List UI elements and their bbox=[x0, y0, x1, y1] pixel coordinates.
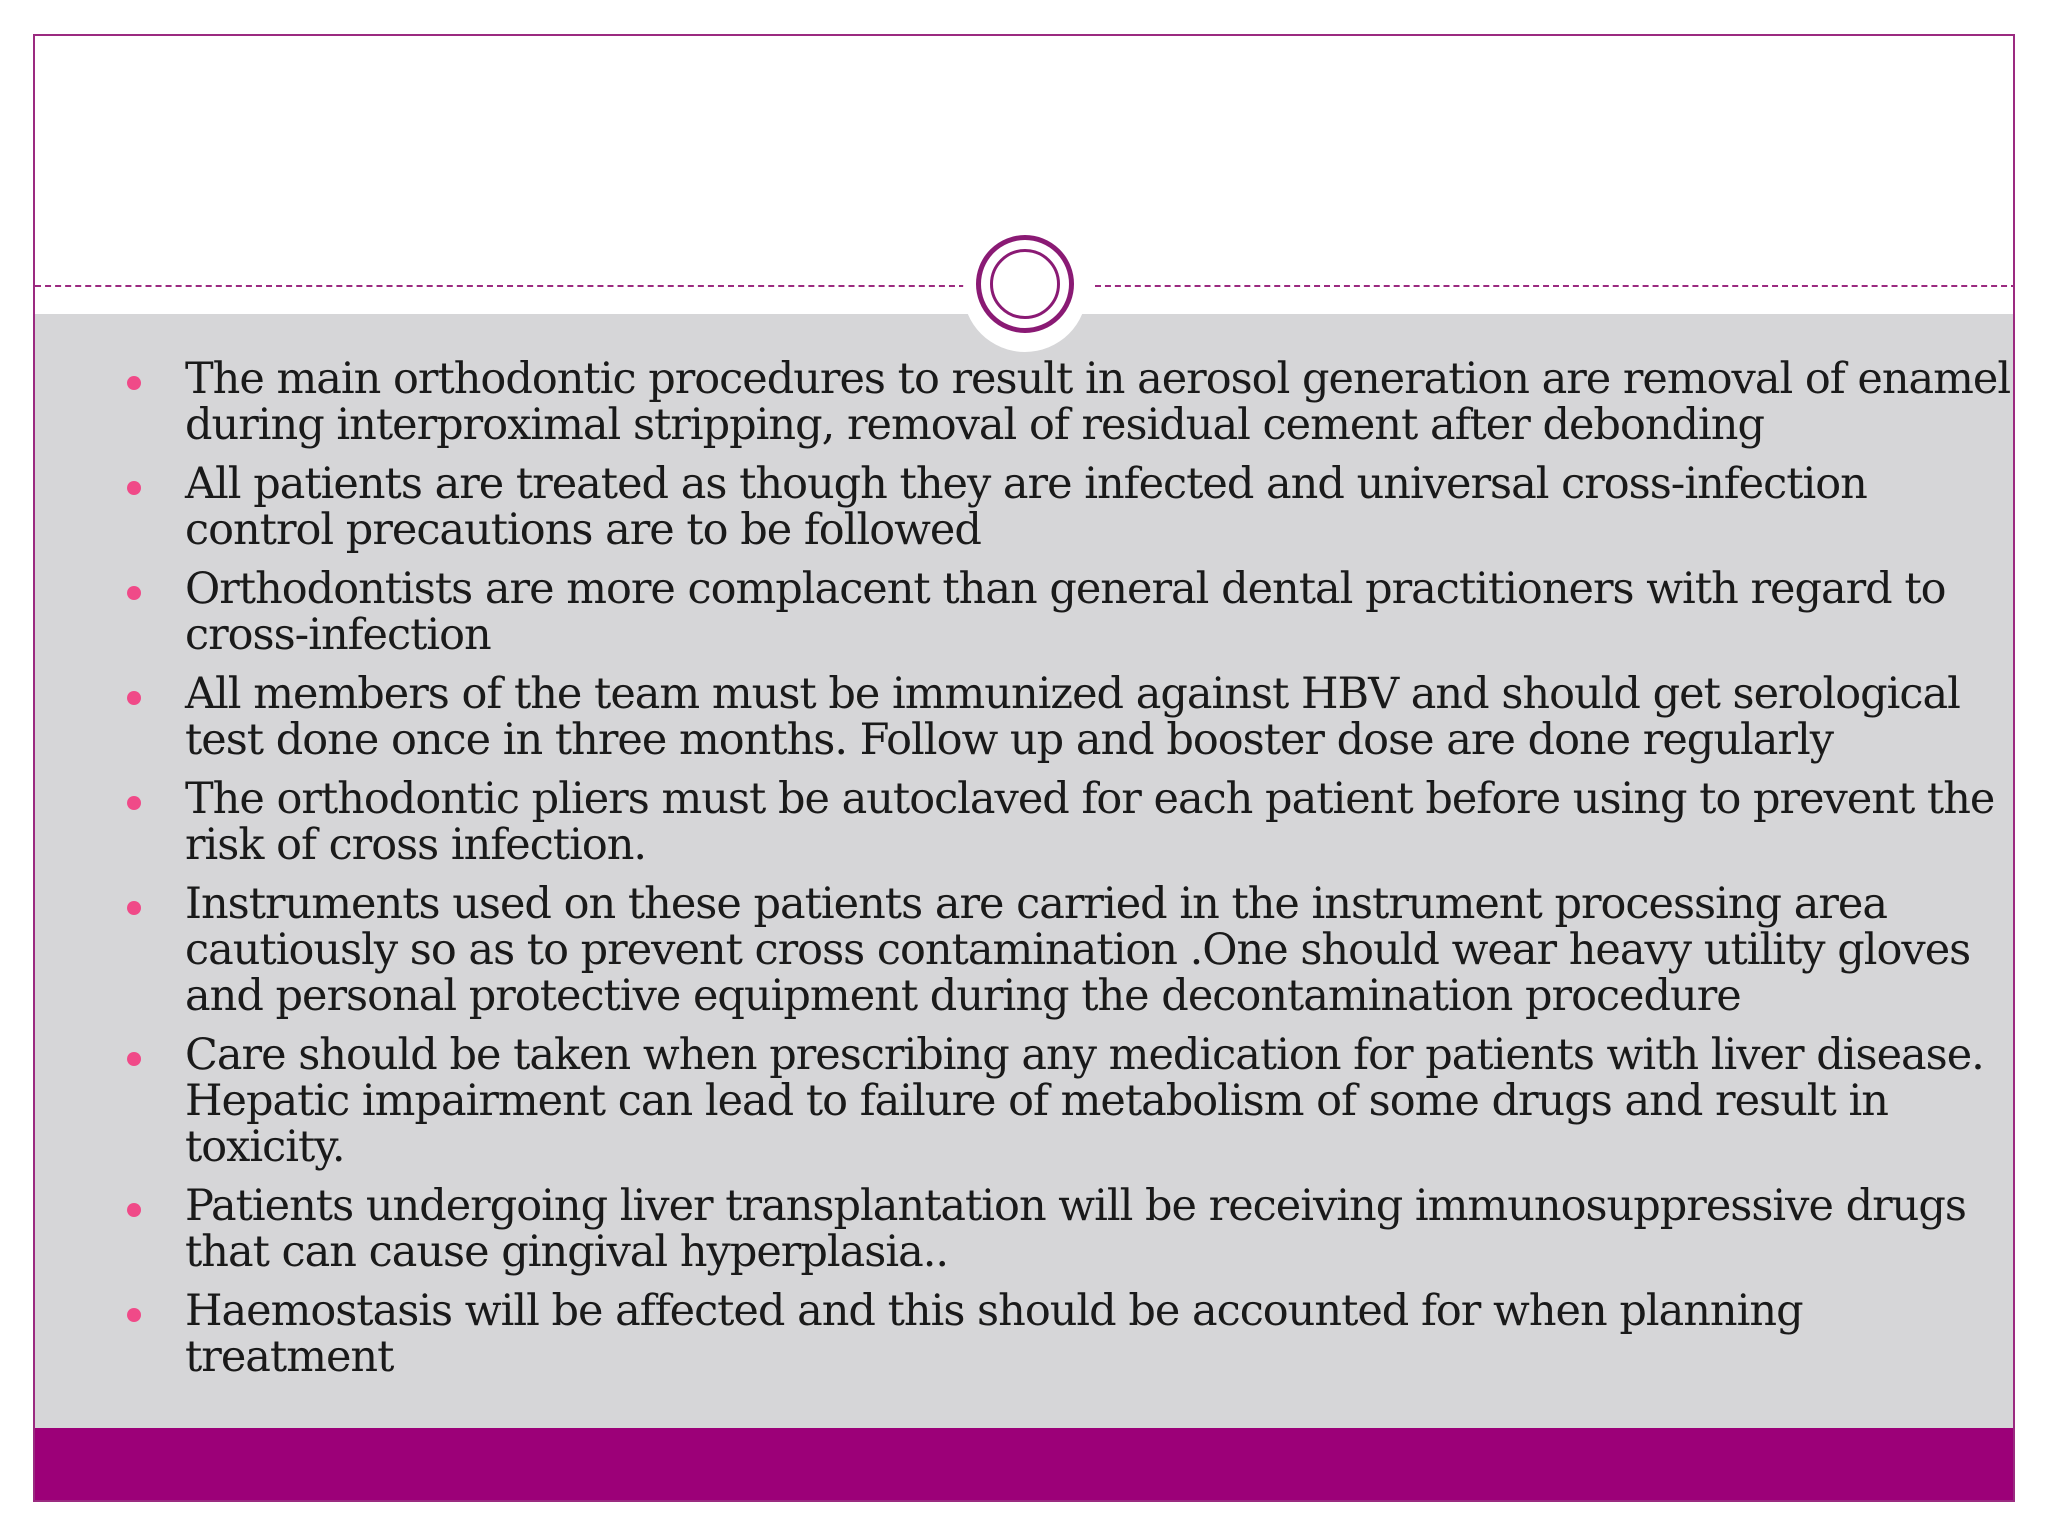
bullet-dot-icon bbox=[127, 586, 141, 600]
bullet-text: Patients undergoing liver transplantation will be receiving immunosuppressive drugs that can cause gingival hyperplasia.. bbox=[185, 1181, 1966, 1277]
list-item bbox=[83, 1032, 2013, 1170]
bullet-text: The orthodontic pliers must be autoclaved for each patient before using to prevent the risk of cross infection. bbox=[185, 774, 1995, 870]
bullet-text: The main orthodontic procedures to result in aerosol generation are removal of enamel during interproximal stripping, removal of residual cement after debonding bbox=[185, 354, 2011, 450]
bullet-dot-icon bbox=[127, 481, 141, 495]
bullet-text: Instruments used on these patients are carried in the instrument processing area cautiously so as to prevent cross contamination .One should wear heavy utility gloves and personal protective equipment during the decontamination procedure bbox=[185, 879, 1971, 1021]
ring-ornament-icon bbox=[976, 235, 1074, 333]
bullet-dot-icon bbox=[127, 376, 141, 390]
list-item bbox=[83, 461, 2013, 553]
ring-ornament-inner bbox=[990, 249, 1060, 319]
list-item bbox=[83, 1183, 2013, 1275]
bullet-dot-icon bbox=[127, 901, 141, 915]
list-item bbox=[83, 356, 2013, 448]
list-item bbox=[83, 566, 2013, 658]
bullet-dot-icon bbox=[127, 1203, 141, 1217]
footer-band bbox=[35, 1428, 2013, 1500]
bullet-dot-icon bbox=[127, 1052, 141, 1066]
list-item bbox=[83, 1288, 2013, 1380]
bullet-dot-icon bbox=[127, 796, 141, 810]
list-item bbox=[83, 776, 2013, 868]
bullet-text: Care should be taken when prescribing any medication for patients with liver disease. Hepatic impairment can lead to failure of metabolism of some drugs and result in toxicity. bbox=[185, 1030, 1984, 1172]
divider-right bbox=[1095, 285, 2015, 287]
bullet-text: Haemostasis will be affected and this should be accounted for when planning treatment bbox=[185, 1286, 1803, 1382]
bullet-text: All patients are treated as though they are infected and universal cross-infection control precautions are to be followed bbox=[185, 459, 1867, 555]
list-item bbox=[83, 881, 2013, 1019]
slide bbox=[33, 34, 2015, 1502]
bullet-dot-icon bbox=[127, 691, 141, 705]
list-item bbox=[83, 671, 2013, 763]
bullet-list bbox=[83, 356, 2013, 1393]
divider-left bbox=[35, 285, 965, 287]
bullet-text: Orthodontists are more complacent than general dental practitioners with regard to cross-infection bbox=[185, 564, 1946, 660]
bullet-dot-icon bbox=[127, 1308, 141, 1322]
bullet-text: All members of the team must be immunized against HBV and should get serological test done once in three months. Follow up and booster dose are done regularly bbox=[185, 669, 1960, 765]
